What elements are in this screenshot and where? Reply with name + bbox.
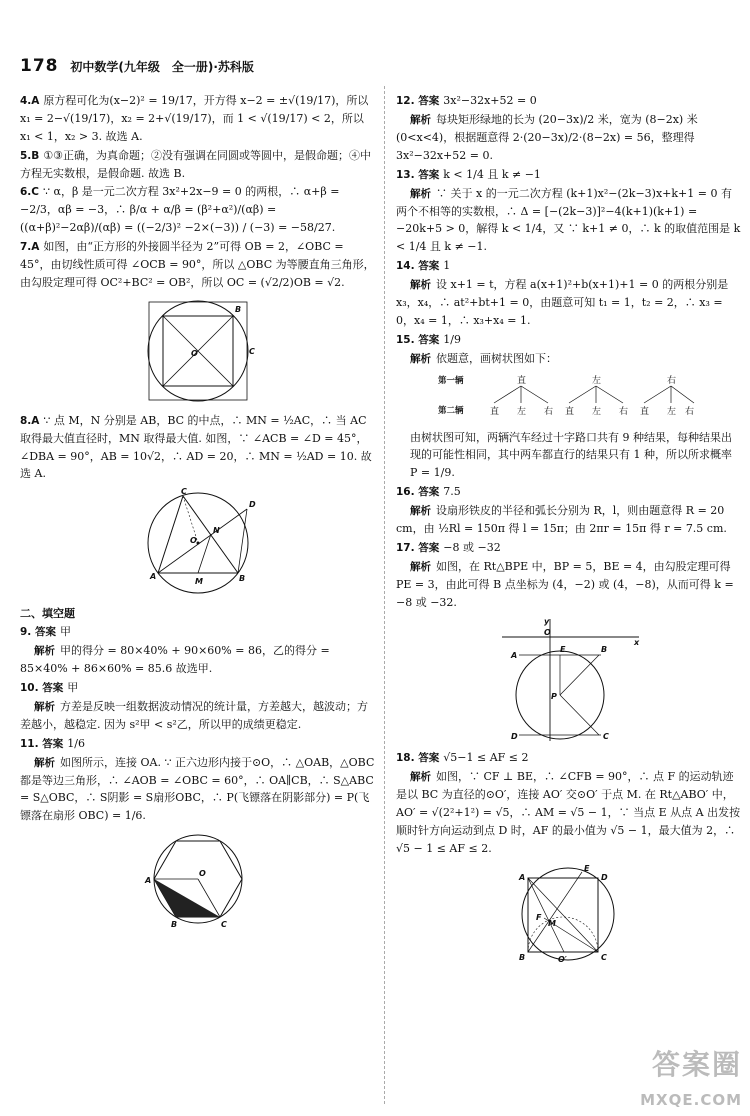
q16-answer: 7.5 [443,484,461,498]
analysis-12 [396,111,742,165]
q11-analysis-label: 解析 [34,756,55,769]
label-O: O [544,628,551,638]
label-D: D [511,732,518,742]
figure-q17-coordinate-circle [494,615,644,743]
label-A: A [519,872,526,882]
label-B: B [239,574,246,584]
q13-analysis-text: ∵ 关于 x 的一元二次方程 (k+1)x²−(2k−3)x+k+1 = 0 有两个不相等的实数根，∴ Δ = [−(2k−3)]²−4(k+1)(k+1) = −20k+5 > 0，解得 k < 1/4，又 ∵ k+1 ≠ 0，∴ k 的取值范围是 k < 1/4 且 k ≠ −1. [396,186,741,254]
answer-6 [20,183,376,237]
label-C: C [601,952,607,962]
tree-bottom-5: 左 [592,406,602,417]
label-M: M [195,577,203,587]
watermark-line2: MXQE.COM [640,1090,742,1109]
right-column [396,92,742,972]
page-header [20,53,254,81]
analysis-15-cont: 由树状图可知，两辆汽车经过十字路口共有 9 种结果，每种结果出现的可能性相同，其中两车都直行的结果只有 1 种，所以所求概率 P = 1/9. [410,430,732,480]
analysis-14 [396,276,742,330]
tree-top-2: 左 [592,375,602,386]
q9-number: 9. 答案 [20,625,56,638]
label-A: A [150,572,157,582]
q5-text: ①③正确，为真命题；②没有强调在同圆或等圆中，是假命题；④中方程无实数根，是假命题. 故选 B. [20,148,372,180]
label-M: M [548,918,556,928]
q17-analysis-label: 解析 [410,560,431,573]
label-E: E [560,645,566,655]
tree-diagram [396,371,696,417]
q16-analysis-label: 解析 [410,504,431,517]
q13-answer: k < 1/4 且 k ≠ −1 [443,167,541,181]
analysis-16 [396,502,742,538]
q14-number: 14. 答案 [396,260,440,273]
label-N: N [213,526,220,536]
label-O: O [190,536,197,546]
figure-q18-square-circle [504,862,634,966]
page-number: 178 [20,56,59,76]
tree-bottom-3: 右 [544,406,554,417]
q6-number: 6.C [20,186,40,199]
tree-bottom-7: 直 [640,406,650,417]
q11-analysis-text: 如图所示，连接 OA. ∵ 正六边形内接于⊙O，∴ △OAB，△OBC 都是等边三角形，∴ ∠AOB = ∠OBC = 60°，∴ OA∥CB，∴ S△ABC = S△OBC，∴ S阴影 = S扇形OBC，∴ P(飞镖落在阴影部分) = P(飞镖落在扇形 OBC) = 1/6. [20,755,375,823]
q12-answer: 3x²−32x+52 = 0 [443,94,537,107]
q10-analysis-text: 方差是反映一组数据波动情况的统计量，方差越大，越波动；方差越小，越稳定. 因为 s²甲 < s²乙，所以甲的成绩更稳定. [20,699,368,731]
figure-q11-hexagon [123,829,273,929]
label-P: P [551,692,557,702]
answer-4 [20,92,376,146]
section-fill-in: 二、填空题 [20,607,75,621]
q18-analysis-text: 如图，∵ CF ⊥ BE，∴ ∠CFB = 90°，∴ 点 F 的运动轨迹是以 BC 为直径的⊙O′，连接 AO′ 交⊙O′ 于点 M. 在 Rt△ABO′ 中，AO′ = √(2²+1²) = √5，∴ AM = √5 − 1，∵ 当点 E 从点 A 出发按顺时针方向运动到点 D 时，AF 的最小值为 √5 − 1，最大值为 2，∴ √5 − 1 ≤ AF ≤ 2. [396,770,741,855]
q18-number: 18. 答案 [396,752,440,765]
q14-analysis-text: 设 x+1 = t，方程 a(x+1)²+b(x+1)+1 = 0 的两根分别是 x₃，x₄，∴ at²+bt+1 = 0，由题意可知 t₁ = 1，t₂ = 2，∴ x₃ = 0，x₄ = 1，∴ x₃+x₄ = 1. [396,278,729,327]
q9-answer: 甲 [59,624,71,638]
q4-text: 原方程可化为(x−2)² = 19/17，开方得 x−2 = ±√(19/17)，所以 x₁ = 2−√(19/17)，x₂ = 2+√(19/17)，而 1 < √(19/17) < 2，所以 x₁ < 1，x₂ > 3. 故选 A. [20,94,369,143]
q13-analysis-label: 解析 [410,187,431,200]
tree-top-1: 直 [517,375,527,386]
label-y: y [544,617,550,627]
analysis-11 [20,754,376,825]
q10-number: 10. 答案 [20,681,64,694]
q12-analysis-label: 解析 [410,114,431,126]
label-O: O [199,869,206,878]
answer-5 [20,147,376,183]
q12-analysis-text: 每块矩形绿地的长为 (20−3x)/2 米，宽为 (8−2x) 米 (0<x<4)，根据题意得 2·(20−3x)/2·(8−2x) = 56，整理得 3x²−32x+52 = 0. [396,113,698,162]
label-A: A [145,876,152,885]
q16-analysis-text: 设扇形铁皮的半径和弧长分别为 R，l，则由题意得 R = 20 cm，由 ½Rl = 150π 得 l = 15π；由 2πr = 15π 得 r = 7.5 cm. [396,503,727,535]
label-F: F [536,912,542,922]
q10-analysis-label: 解析 [34,700,55,713]
label-B: B [171,920,178,929]
answer-18 [396,749,742,767]
analysis-13 [396,185,742,256]
watermark-logo [640,1042,742,1112]
analysis-10 [20,698,376,734]
analysis-18 [396,768,742,857]
answer-10 [20,679,376,697]
q15-analysis-label: 解析 [410,352,431,365]
analysis-17 [396,558,742,612]
q11-answer: 1/6 [67,736,85,750]
column-divider [384,86,385,1104]
q17-answer: −8 或 −32 [443,540,501,554]
tree-row2-label: 第二辆 [438,405,464,416]
watermark-line1: 答案圈 [651,1048,742,1082]
q8-text: ∵ 点 M，N 分别是 AB，BC 的中点，∴ MN = ½AC，∴ 当 AC 取得最大值直径时，MN 取得最大值. 如图，∵ ∠ACB = ∠D = 45°，∠DBA = 90°，AB = 10√2，∴ AD = 20，∴ MN = ½AD = 10. 故选 A. [20,413,372,481]
label-O-prime: O′ [558,954,567,964]
q12-number: 12. 答案 [396,95,440,107]
q17-analysis-text: 如图，在 Rt△BPE 中，BP = 5，BE = 4，由勾股定理可得 PE = 3，由此可得 B 点坐标为 (4，−2) 或 (4，−8)，从而可得 k = −8 或 −32. [396,559,734,609]
tree-row1-label: 第一辆 [438,375,464,386]
q7-text: 如图，由“正方形的外接圆半径为 2”可得 OB = 2，∠OBC = 45°，由切线性质可得 ∠OCB = 90°，所以 △OBC 为等腰直角三角形，由勾股定理可得 OC²+BC² = OB²，所以 OC = (√2/2)OB = √2. [20,240,375,289]
q11-number: 11. 答案 [20,737,64,750]
label-C: C [181,487,187,497]
analysis-15 [396,350,742,368]
q7-number: 7.A [20,241,40,254]
label-E: E [584,863,590,873]
q15-number: 15. 答案 [396,333,440,346]
book-title: 初中数学(九年级 全一册)·苏科版 [70,60,254,74]
answer-9 [20,623,376,641]
answer-14 [396,257,742,275]
answer-15 [396,331,742,349]
q15-answer: 1/9 [443,332,461,346]
q18-answer: √5−1 ≤ AF ≤ 2 [443,751,529,765]
q5-number: 5.B [20,149,40,162]
label-B: B [519,952,526,962]
q14-answer: 1 [443,259,451,273]
tree-bottom-1: 直 [490,406,500,417]
q6-text: ∵ α，β 是一元二次方程 3x²+2x−9 = 0 的两根，∴ α+β = −2/3，αβ = −3，∴ β/α + α/β = (β²+α²)/(αβ) = ((α+β)²−2αβ)/(αβ) = ((−2/3)² −2×(−3)) / (−3) = −58/27. [20,185,340,235]
q10-answer: 甲 [67,680,79,694]
answer-11 [20,735,376,753]
label-x: x [634,638,640,648]
figure-q8-circle-triangle [123,487,273,599]
q16-number: 16. 答案 [396,485,440,498]
tree-top-3: 右 [667,375,677,386]
q14-analysis-label: 解析 [410,279,431,292]
label-D: D [249,500,256,510]
answer-8 [20,412,376,483]
tree-bottom-9: 右 [685,406,695,417]
tree-bottom-4: 直 [565,406,575,417]
answer-13 [396,166,742,184]
q9-analysis-text: 甲的得分 = 80×40% + 90×60% = 86，乙的得分 = 85×40% + 86×60% = 85.6 故选甲. [20,643,330,675]
figure-q7-circle-square [123,296,273,406]
label-B: B [235,304,242,314]
q18-analysis-label: 解析 [410,771,431,784]
q17-number: 17. 答案 [396,541,440,554]
answer-12 [396,92,742,110]
label-A: A [511,651,518,661]
label-O: O [191,348,198,358]
label-C: C [249,346,255,356]
answer-17 [396,539,742,557]
label-C: C [221,920,227,929]
tree-bottom-6: 右 [619,406,629,417]
label-B: B [601,645,608,655]
q8-number: 8.A [20,414,40,427]
left-column [20,92,376,935]
label-C: C [603,732,609,742]
q4-number: 4.A [20,95,40,107]
tree-bottom-8: 左 [667,406,677,417]
answer-16 [396,483,742,501]
answer-7 [20,238,376,292]
analysis-9 [20,642,376,678]
label-D: D [601,872,608,882]
tree-bottom-2: 左 [517,406,527,417]
q15-analysis-text: 依题意，画树状图如下： [436,351,557,365]
q9-analysis-label: 解析 [34,644,55,657]
q13-number: 13. 答案 [396,168,440,181]
